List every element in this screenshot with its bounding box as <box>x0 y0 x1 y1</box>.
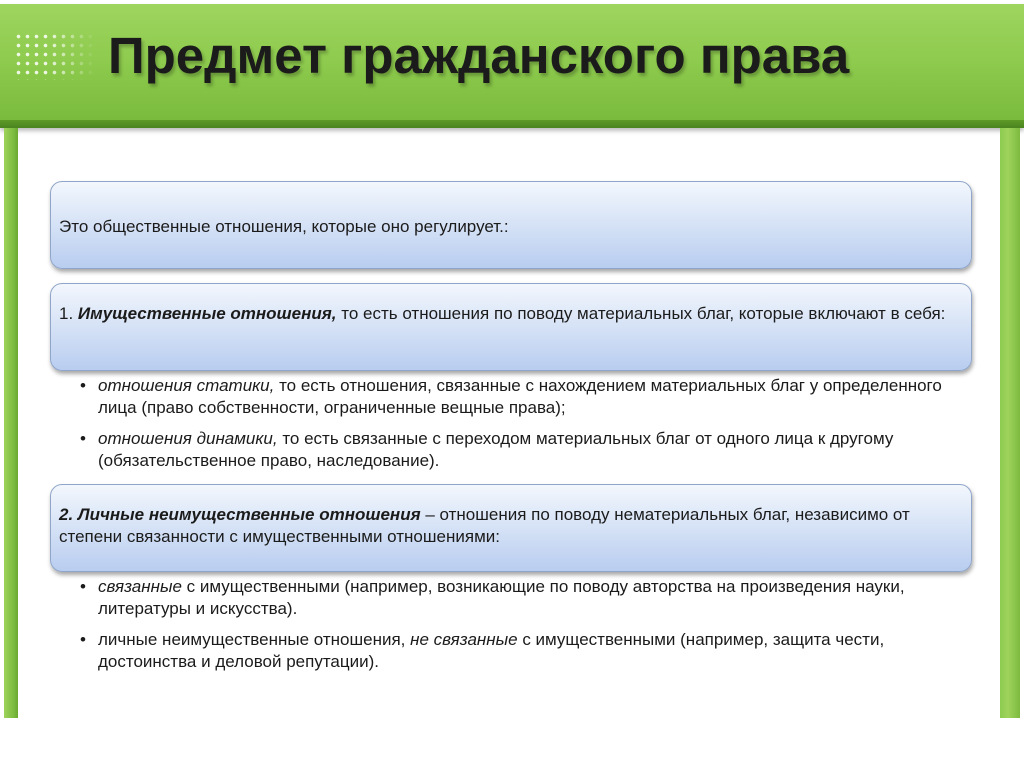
slide-title: Предмет гражданского права <box>108 27 850 84</box>
list-item-text: с имущественными (например, возникающие по поводу авторства на произведения науки, литературы и искусства). <box>98 577 905 618</box>
list-item <box>76 629 956 673</box>
bullet-icon: • <box>80 376 86 395</box>
list-item-text: то есть связанные с переходом материальных благ от одного лица к другому (обязательственное право, наследование). <box>98 429 894 470</box>
bullet-icon: • <box>80 577 86 596</box>
right-side-stripe <box>1000 128 1020 718</box>
personal-relations-list <box>76 576 956 682</box>
property-relations-box <box>50 283 972 371</box>
title-band-edge <box>0 120 1024 128</box>
property-term: Имущественные отношения, <box>77 304 337 323</box>
personal-description: – отношения по поводу нематериальных благ, независимо от степени связанности с имущественными отношениями: <box>59 505 910 546</box>
list-item <box>76 428 956 472</box>
property-description: то есть отношения по поводу материальных благ, которые включают в себя: <box>336 304 946 323</box>
property-relations-list <box>76 375 956 481</box>
personal-term: 2. Личные неимущественные отношения <box>59 505 421 524</box>
bullet-icon: • <box>80 429 86 448</box>
list-item-term: отношения статики, <box>98 376 275 395</box>
list-item <box>76 375 956 419</box>
list-item <box>76 576 956 620</box>
bullet-icon: • <box>80 630 86 649</box>
left-side-stripe <box>4 128 18 718</box>
list-item-term: связанные <box>98 577 182 596</box>
list-item-term: не связанные <box>410 630 518 649</box>
intro-text: Это общественные отношения, которые оно регулирует.: <box>59 217 509 236</box>
personal-relations-box <box>50 484 972 572</box>
list-item-text: то есть отношения, связанные с нахождением материальных благ у определенного лица (право собственности, ограниченные вещные права); <box>98 376 942 417</box>
property-number: 1. <box>59 304 78 323</box>
dot-pattern-decoration <box>14 32 96 80</box>
list-item-term: отношения динамики, <box>98 429 278 448</box>
intro-box <box>50 181 972 269</box>
list-item-text: с имущественными (например, защита чести, достоинства и деловой репутации). <box>98 630 885 671</box>
list-item-prefix: личные неимущественные отношения, <box>98 630 411 649</box>
